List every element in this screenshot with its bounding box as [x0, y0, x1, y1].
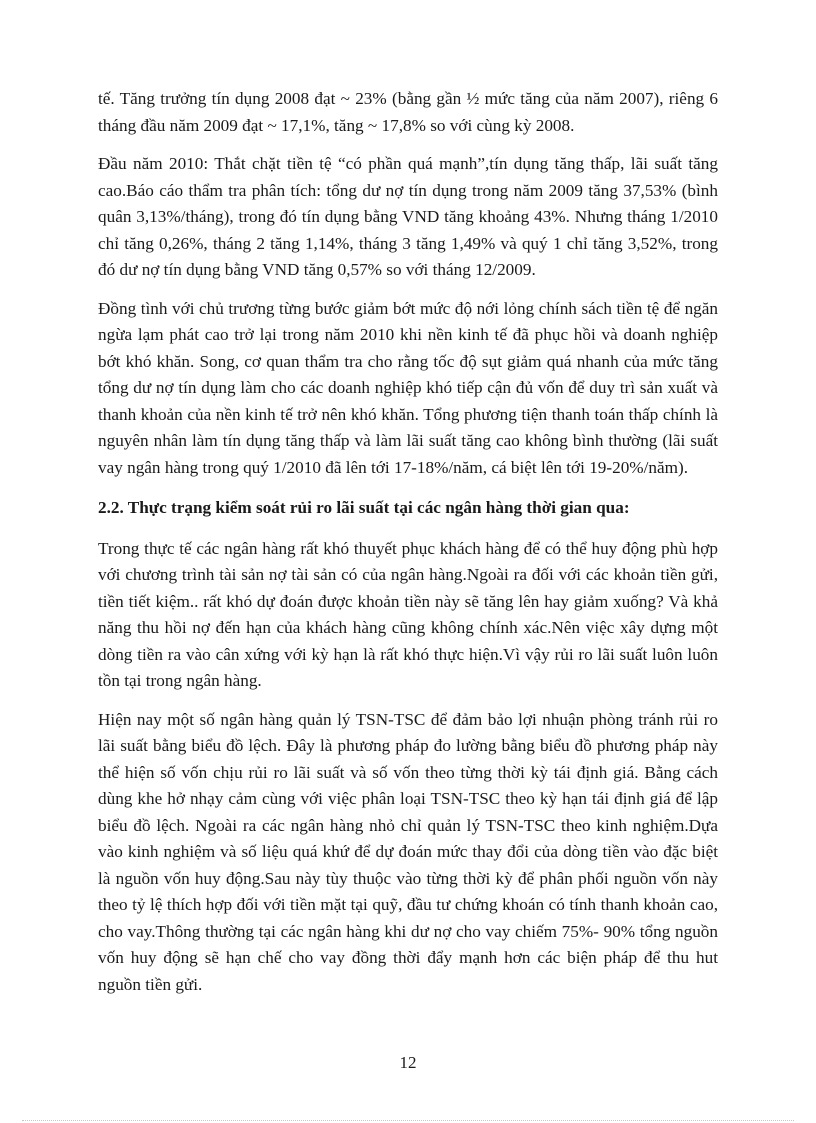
paragraph-gap-chart-method: Hiện nay một số ngân hàng quản lý TSN-TSC để đảm bảo lợi nhuận phòng tránh rủi ro lãi suất bằng biểu đồ lệch. Đây là phương pháp đo lường bằng biểu đồ phương pháp này thể hiện số vốn chịu rủi ro lãi suất và số vốn theo từng thời kỳ tái định giá. Bằng cách dùng khe hở nhạy cảm cùng với việc phân loại TSN-TSC theo kỳ hạn tái định giá để lập biểu đồ lệch. Ngoài ra các ngân hàng nhỏ chỉ quản lý TSN-TSC theo kinh nghiệm.Dựa vào kinh nghiệm và số liệu quá khứ để dự đoán mức thay đổi của dòng tiền vào đặc biệt là nguồn vốn huy động.Sau này tùy thuộc vào từng thời kỳ để phân phối nguồn vốn này theo tỷ lệ thích hợp đối với tiền mặt tại quỹ, đầu tư chứng khoán có tính thanh khoản cao, cho vay.Thông thường tại các ngân hàng khi dư nợ cho vay chiếm 75%- 90% tổng nguồn vốn huy động sẽ hạn chế cho vay đồng thời đẩy mạnh hơn các biện pháp để thu hut nguồn tiền gửi.	[98, 709, 718, 994]
paragraph-credit-growth-2008: tế. Tăng trưởng tín dụng 2008 đạt ~ 23% (bằng gần ½ mức tăng của năm 2007), riêng 6 tháng đầu năm 2009 đạt ~ 17,1%, tăng ~ 17,8% so với cùng kỳ 2008.	[98, 89, 718, 135]
section-heading: 2.2. Thực trạng kiểm soát rủi ro lãi suất tại các ngân hàng thời gian qua:	[98, 498, 630, 517]
page-body	[98, 86, 718, 998]
paragraph-monetary-tightening-2010: Đầu năm 2010: Thắt chặt tiền tệ “có phần quá mạnh”,tín dụng tăng thấp, lãi suất tăng cao.Báo cáo thẩm tra phân tích: tổng dư nợ tín dụng trong năm 2009 tăng 37,53% (bình quân 3,13%/tháng), trong đó tín dụng bằng VND tăng khoảng 43%. Nhưng tháng 1/2010 chỉ tăng 0,26%, tháng 2 tăng 1,14%, tháng 3 tăng 1,49% và quý 1 chỉ tăng 3,52%, trong đó dư nợ tín dụng bằng VND tăng 0,57% so với tháng 12/2009.	[98, 154, 718, 279]
paragraph-credit-slowdown-analysis: Đồng tình với chủ trương từng bước giảm bớt mức độ nới lỏng chính sách tiền tệ để ngăn ngừa lạm phát cao trở lại trong năm 2010 khi nền kinh tế đã phục hồi và doanh nghiệp bớt khó khăn. Song, cơ quan thẩm tra cho rằng tốc độ sụt giảm quá nhanh của mức tăng tổng dư nợ tín dụng làm cho các doanh nghiệp khó tiếp cận đủ vốn để duy trì sản xuất và thanh khoản của nền kinh tế trở nên khó khăn. Tổng phương tiện thanh toán thấp chính là nguyên nhân làm tín dụng tăng thấp và làm lãi suất tăng cao không bình thường (lãi suất vay ngân hàng trong quý 1/2010 đã lên tới 17-18%/năm, cá biệt lên tới 19-20%/năm).	[98, 298, 718, 477]
paragraph-interest-rate-risk: Trong thực tế các ngân hàng rất khó thuyết phục khách hàng để có thể huy động phù hợp với chương trình tài sản nợ tài sản có của ngân hàng.Ngoài ra đối với các khoản tiền gửi, tiền tiết kiệm.. rất khó dự đoán được khoản tiền này sẽ tăng lên hay giảm xuống? Và khả năng thu hồi nợ đến hạn của khách hàng cũng không chính xác.Nên việc xây dựng một dòng tiền ra vào cân xứng với kỳ hạn là rất khó thực hiện.Vì vậy rủi ro lãi suất luôn luôn tồn tại trong ngân hàng.	[98, 538, 718, 690]
footer-divider	[22, 1120, 794, 1121]
page-number: 12	[399, 1053, 417, 1072]
